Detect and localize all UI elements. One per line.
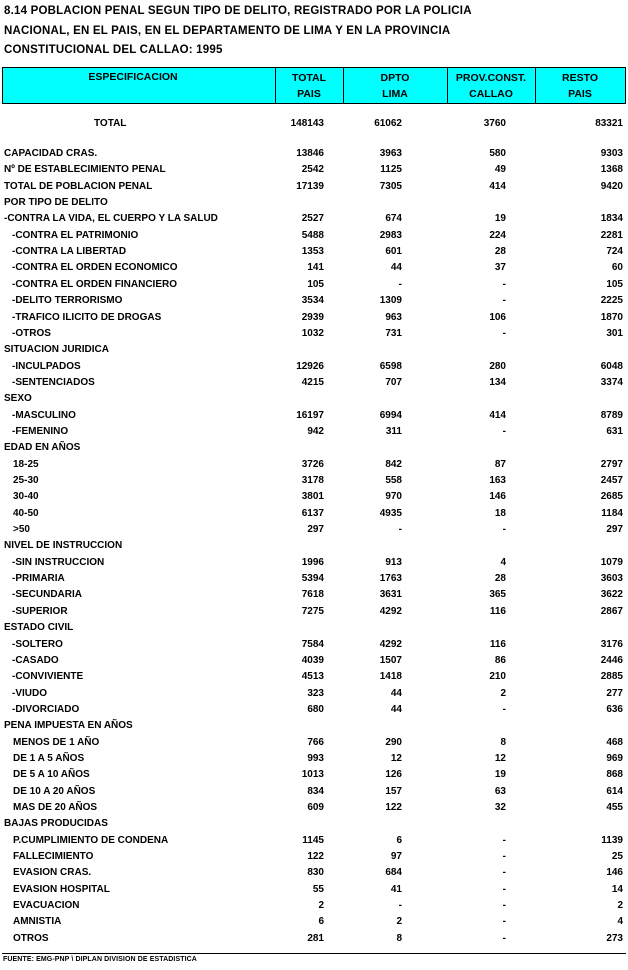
cell-prov-const-callao: 4 — [500, 556, 506, 568]
cell-total-pais: 5394 — [301, 573, 324, 585]
cell-prov-const-callao: 106 — [489, 311, 506, 323]
cell-resto-pais: 455 — [606, 802, 623, 813]
cell-total-pais: 609 — [307, 802, 324, 813]
title-line-3: CONSTITUCIONAL DEL CALLAO: 1995 — [4, 44, 223, 56]
table-row — [0, 359, 628, 375]
cell-dpto-lima: 6 — [396, 834, 402, 846]
cell-prov-const-callao: 146 — [489, 491, 506, 503]
table-row — [0, 833, 628, 849]
cell-dpto-lima: 674 — [385, 213, 402, 225]
row-label: 25-30 — [13, 475, 39, 486]
cell-prov-const-callao: 116 — [489, 605, 506, 617]
cell-dpto-lima: 4935 — [379, 507, 402, 519]
cell-dpto-lima: 41 — [390, 883, 402, 895]
header-prov-const-label: PROV.CONST. — [455, 71, 527, 84]
cell-total-pais: 3178 — [301, 475, 324, 486]
cell-dpto-lima: 12 — [390, 752, 402, 764]
table-row — [0, 473, 628, 489]
cell-dpto-lima: 3963 — [379, 148, 402, 159]
table-row — [0, 211, 628, 227]
cell-dpto-lima: 2983 — [379, 229, 402, 241]
cell-resto-pais: 724 — [606, 246, 623, 258]
header-pais-label: PAIS — [297, 87, 321, 100]
cell-total-pais: 2542 — [301, 164, 324, 176]
cell-prov-const-callao: 18 — [494, 507, 506, 519]
cell-resto-pais: 301 — [606, 327, 623, 339]
cell-total-pais: 4513 — [301, 671, 324, 683]
row-label: -SENTENCIADOS — [12, 376, 95, 388]
row-label: P.CUMPLIMIENTO DE CONDENA — [13, 834, 169, 846]
row-label: -TRAFICO ILICITO DE DROGAS — [12, 311, 162, 323]
cell-prov-const-callao: 32 — [494, 802, 506, 813]
row-label: -SIN INSTRUCCION — [12, 556, 105, 568]
cell-resto-pais: 2685 — [600, 491, 623, 503]
cell-resto-pais: 9420 — [600, 180, 623, 192]
row-label: ESTADO CIVIL — [4, 622, 74, 634]
cell-total-pais: 1353 — [301, 246, 324, 258]
table-row — [0, 751, 628, 767]
cell-total-pais: 834 — [307, 785, 324, 797]
title-line-1: 8.14 POBLACION PENAL SEGUN TIPO DE DELITO, REGISTRADO POR LA POLICIA — [4, 5, 472, 17]
table-row — [0, 800, 628, 816]
cell-prov-const-callao: 49 — [494, 164, 506, 176]
cell-resto-pais: 60 — [611, 262, 623, 274]
table-row — [0, 391, 628, 407]
cell-total-pais: 148143 — [290, 118, 324, 129]
cell-resto-pais: 631 — [606, 425, 623, 437]
cell-prov-const-callao: - — [502, 327, 506, 339]
table-row — [0, 653, 628, 669]
row-label: -DIVORCIADO — [12, 703, 80, 715]
cell-prov-const-callao: - — [502, 278, 506, 290]
cell-prov-const-callao: 87 — [494, 458, 506, 470]
cell-resto-pais: 3603 — [600, 573, 623, 585]
table-row — [0, 457, 628, 473]
row-label: FALLECIMIENTO — [13, 851, 94, 863]
table-row — [0, 310, 628, 326]
cell-prov-const-callao: 580 — [489, 148, 506, 159]
cell-prov-const-callao: 28 — [494, 573, 506, 585]
cell-dpto-lima: 6994 — [379, 409, 402, 421]
table-row — [0, 489, 628, 505]
cell-prov-const-callao: - — [502, 295, 506, 307]
cell-dpto-lima: 3631 — [379, 589, 402, 601]
row-label: NIVEL DE INSTRUCCION — [4, 540, 123, 552]
table-row — [0, 522, 628, 538]
cell-total-pais: 105 — [307, 278, 324, 290]
cell-dpto-lima: 61062 — [374, 118, 402, 129]
row-label: -SUPERIOR — [12, 605, 68, 617]
cell-total-pais: 1996 — [301, 556, 324, 568]
cell-total-pais: 2527 — [301, 213, 324, 225]
cell-resto-pais: 1834 — [600, 213, 623, 225]
cell-resto-pais: 6048 — [600, 360, 623, 372]
total-row — [0, 116, 628, 132]
cell-total-pais: 12926 — [296, 360, 324, 372]
table-row — [0, 277, 628, 293]
table-row — [0, 898, 628, 914]
cell-dpto-lima: - — [398, 278, 402, 290]
cell-prov-const-callao: - — [502, 425, 506, 437]
row-label: -OTROS — [12, 327, 51, 339]
cell-dpto-lima: 1309 — [379, 295, 402, 307]
cell-dpto-lima: 601 — [385, 246, 402, 258]
table-header — [2, 67, 626, 104]
row-label: -SOLTERO — [12, 638, 63, 650]
cell-resto-pais: 2867 — [600, 605, 623, 617]
table-row — [0, 506, 628, 522]
cell-total-pais: 993 — [307, 752, 324, 764]
table-row — [0, 424, 628, 440]
cell-prov-const-callao: 280 — [489, 360, 506, 372]
cell-prov-const-callao: 2 — [500, 687, 506, 699]
cell-resto-pais: 2281 — [600, 229, 623, 241]
cell-prov-const-callao: 210 — [489, 671, 506, 683]
table-row — [0, 767, 628, 783]
cell-dpto-lima: 707 — [385, 376, 402, 388]
cell-total-pais: 1145 — [302, 834, 324, 846]
cell-resto-pais: 1139 — [601, 834, 623, 846]
cell-dpto-lima: - — [398, 524, 402, 536]
table-row — [0, 718, 628, 734]
cell-dpto-lima: 97 — [390, 851, 402, 863]
cell-total-pais: 7584 — [301, 638, 324, 650]
table-row — [0, 293, 628, 309]
cell-prov-const-callao: 19 — [494, 213, 506, 225]
table-row — [0, 228, 628, 244]
table-row — [0, 865, 628, 881]
cell-prov-const-callao: 86 — [494, 654, 506, 666]
cell-resto-pais: 1870 — [600, 311, 623, 323]
cell-resto-pais: 25 — [611, 851, 623, 863]
cell-dpto-lima: 842 — [385, 458, 402, 470]
row-label: -INCULPADOS — [12, 360, 81, 372]
cell-resto-pais: 868 — [606, 769, 623, 781]
cell-total-pais: 55 — [312, 883, 324, 895]
cell-total-pais: 3534 — [301, 295, 324, 307]
table-row — [0, 195, 628, 211]
cell-total-pais: 6137 — [301, 507, 324, 519]
cell-prov-const-callao: 12 — [494, 752, 506, 764]
table-row — [0, 179, 628, 195]
cell-total-pais: 7275 — [301, 605, 324, 617]
table-row — [0, 604, 628, 620]
table-row — [0, 882, 628, 898]
cell-total-pais: 141 — [307, 262, 324, 274]
cell-resto-pais: 2225 — [600, 295, 623, 307]
row-label: DE 1 A 5 AÑOS — [13, 752, 85, 764]
cell-dpto-lima: 2 — [396, 916, 402, 928]
header-lima-label: LIMA — [382, 87, 408, 100]
header-callao-label: CALLAO — [469, 87, 513, 100]
cell-total-pais: 2939 — [301, 311, 324, 323]
cell-total-pais: 680 — [307, 703, 324, 715]
cell-resto-pais: 2457 — [600, 475, 623, 486]
table-row — [0, 702, 628, 718]
row-label: AMNISTIA — [13, 916, 62, 928]
row-label: 40-50 — [13, 507, 39, 519]
cell-resto-pais: 14 — [611, 883, 623, 895]
table-row — [0, 669, 628, 685]
cell-dpto-lima: 963 — [385, 311, 402, 323]
cell-resto-pais: 3176 — [600, 638, 623, 650]
table-row — [0, 538, 628, 554]
cell-resto-pais: 468 — [606, 736, 623, 748]
table-row — [0, 816, 628, 832]
header-especificacion-label: ESPECIFICACION — [88, 71, 178, 83]
cell-dpto-lima: 6598 — [379, 360, 402, 372]
cell-prov-const-callao: - — [502, 900, 506, 912]
row-label: -PRIMARIA — [12, 573, 65, 585]
header-dpto-lima — [343, 68, 447, 103]
cell-resto-pais: 2 — [617, 900, 623, 912]
cell-prov-const-callao: 37 — [494, 262, 506, 274]
cell-total-pais: 1013 — [301, 769, 324, 781]
cell-dpto-lima: 558 — [385, 475, 402, 486]
cell-resto-pais: 1368 — [600, 164, 623, 176]
cell-resto-pais: 4 — [617, 916, 623, 928]
row-label: -CONTRA EL PATRIMONIO — [12, 229, 139, 241]
row-label: TOTAL — [94, 118, 127, 129]
cell-prov-const-callao: 414 — [489, 409, 506, 421]
row-label: Nº DE ESTABLECIMIENTO PENAL — [4, 164, 166, 176]
cell-resto-pais: 277 — [606, 687, 623, 699]
row-label: EDAD EN AÑOS — [4, 442, 81, 454]
cell-dpto-lima: 1418 — [379, 671, 402, 683]
table-row — [0, 637, 628, 653]
row-label: EVACUACION — [13, 900, 80, 912]
table-row — [0, 260, 628, 276]
table-row — [0, 244, 628, 260]
cell-prov-const-callao: 365 — [489, 589, 506, 601]
cell-prov-const-callao: 414 — [489, 180, 506, 192]
cell-dpto-lima: 913 — [385, 556, 402, 568]
table-row — [0, 784, 628, 800]
table-row — [0, 735, 628, 751]
table-row — [0, 162, 628, 178]
cell-resto-pais: 614 — [606, 785, 623, 797]
row-label: -CASADO — [12, 654, 59, 666]
row-label: SEXO — [4, 393, 32, 405]
row-label: MENOS DE 1 AÑO — [13, 736, 100, 748]
cell-prov-const-callao: 224 — [489, 229, 506, 241]
row-label: -CONTRA EL ORDEN ECONOMICO — [12, 262, 178, 274]
header-total-label: TOTAL — [291, 71, 327, 84]
table-row — [0, 146, 628, 162]
table-row — [0, 440, 628, 456]
table-row — [0, 375, 628, 391]
row-label: POR TIPO DE DELITO — [4, 197, 108, 209]
cell-dpto-lima: 970 — [385, 491, 402, 503]
row-label: TOTAL DE POBLACION PENAL — [4, 180, 153, 192]
cell-prov-const-callao: - — [502, 867, 506, 879]
row-label: CAPACIDAD CRAS. — [4, 148, 98, 159]
table-row — [0, 587, 628, 603]
cell-dpto-lima: 44 — [390, 703, 402, 715]
cell-prov-const-callao: - — [502, 932, 506, 944]
cell-resto-pais: 3622 — [600, 589, 623, 601]
row-label: -CONTRA EL ORDEN FINANCIERO — [12, 278, 177, 290]
header-dpto-label: DPTO — [380, 71, 410, 84]
cell-total-pais: 2 — [318, 900, 324, 912]
cell-resto-pais: 83321 — [595, 118, 623, 129]
header-especificacion — [3, 68, 263, 103]
cell-prov-const-callao: - — [502, 524, 506, 536]
cell-prov-const-callao: 8 — [500, 736, 506, 748]
table-row — [0, 931, 628, 947]
cell-total-pais: 5488 — [301, 229, 324, 241]
row-label: EVASION CRAS. — [13, 867, 92, 879]
source-note: FUENTE: EMG-PNP \ DIPLAN DIVISION DE ESTADISTICA — [3, 956, 197, 963]
cell-total-pais: 1032 — [301, 327, 324, 339]
cell-dpto-lima: 1763 — [379, 573, 402, 585]
cell-total-pais: 323 — [307, 687, 324, 699]
cell-dpto-lima: 1507 — [379, 654, 402, 666]
row-label: BAJAS PRODUCIDAS — [4, 818, 108, 830]
cell-prov-const-callao: 116 — [489, 638, 506, 650]
cell-resto-pais: 297 — [606, 524, 623, 536]
cell-total-pais: 6 — [318, 916, 324, 928]
cell-resto-pais: 2446 — [600, 654, 623, 666]
cell-dpto-lima: - — [398, 900, 402, 912]
cell-prov-const-callao: - — [502, 834, 506, 846]
cell-total-pais: 4039 — [301, 654, 324, 666]
cell-total-pais: 122 — [307, 851, 324, 863]
cell-dpto-lima: 7305 — [379, 180, 402, 192]
cell-prov-const-callao: 3760 — [483, 118, 506, 129]
table-row — [0, 914, 628, 930]
bottom-rule — [2, 953, 626, 954]
cell-resto-pais: 1184 — [601, 507, 623, 519]
cell-dpto-lima: 157 — [385, 785, 402, 797]
cell-total-pais: 16197 — [296, 409, 324, 421]
row-label: -CONTRA LA LIBERTAD — [12, 246, 127, 258]
cell-total-pais: 13846 — [296, 148, 324, 159]
row-label: -VIUDO — [12, 687, 47, 699]
cell-prov-const-callao: 28 — [494, 246, 506, 258]
row-label: PENA IMPUESTA EN AÑOS — [4, 720, 133, 732]
row-label: -CONTRA LA VIDA, EL CUERPO Y LA SALUD — [4, 213, 218, 225]
cell-dpto-lima: 290 — [385, 736, 402, 748]
cell-dpto-lima: 8 — [396, 932, 402, 944]
cell-resto-pais: 146 — [606, 867, 623, 879]
cell-total-pais: 7618 — [301, 589, 324, 601]
cell-prov-const-callao: 134 — [489, 376, 506, 388]
table-row — [0, 555, 628, 571]
cell-dpto-lima: 126 — [385, 769, 402, 781]
row-label: 30-40 — [13, 491, 39, 503]
cell-dpto-lima: 4292 — [379, 605, 402, 617]
cell-resto-pais: 2797 — [600, 458, 623, 470]
header-resto-pais-label: PAIS — [568, 87, 592, 100]
cell-dpto-lima: 311 — [385, 425, 402, 437]
cell-resto-pais: 969 — [606, 752, 623, 764]
cell-dpto-lima: 44 — [390, 262, 402, 274]
header-prov-const-callao — [447, 68, 535, 103]
cell-resto-pais: 3374 — [600, 376, 623, 388]
cell-total-pais: 3801 — [301, 491, 324, 503]
row-label: SITUACION JURIDICA — [4, 344, 110, 356]
header-resto-label: RESTO — [562, 71, 598, 84]
cell-resto-pais: 8789 — [600, 409, 623, 421]
cell-resto-pais: 273 — [606, 932, 623, 944]
cell-resto-pais: 105 — [606, 278, 623, 290]
row-label: DE 5 A 10 AÑOS — [13, 769, 90, 781]
cell-dpto-lima: 4292 — [379, 638, 402, 650]
row-label: DE 10 A 20 AÑOS — [13, 785, 96, 797]
table-row — [0, 849, 628, 865]
row-label: >50 — [13, 524, 30, 536]
cell-prov-const-callao: - — [502, 916, 506, 928]
cell-dpto-lima: 122 — [385, 802, 402, 813]
table-row — [0, 408, 628, 424]
cell-dpto-lima: 1125 — [380, 164, 402, 176]
cell-prov-const-callao: 163 — [489, 475, 506, 486]
table-row — [0, 686, 628, 702]
cell-total-pais: 281 — [307, 932, 324, 944]
cell-total-pais: 297 — [307, 524, 324, 536]
row-label: -MASCULINO — [12, 409, 76, 421]
table-row — [0, 620, 628, 636]
table-row — [0, 571, 628, 587]
header-resto-pais — [535, 68, 625, 103]
cell-total-pais: 830 — [307, 867, 324, 879]
cell-resto-pais: 636 — [606, 703, 623, 715]
cell-total-pais: 942 — [307, 425, 324, 437]
cell-prov-const-callao: - — [502, 703, 506, 715]
cell-resto-pais: 9303 — [600, 148, 623, 159]
row-label: OTROS — [13, 932, 49, 944]
cell-total-pais: 766 — [307, 736, 324, 748]
row-label: -DELITO TERRORISMO — [12, 295, 123, 307]
row-label: EVASION HOSPITAL — [13, 883, 110, 895]
cell-resto-pais: 1079 — [600, 556, 623, 568]
cell-total-pais: 3726 — [301, 458, 324, 470]
cell-total-pais: 4215 — [301, 376, 324, 388]
row-label: -SECUNDARIA — [12, 589, 82, 601]
table-row — [0, 326, 628, 342]
row-label: -CONVIVIENTE — [12, 671, 84, 683]
cell-dpto-lima: 44 — [390, 687, 402, 699]
cell-total-pais: 17139 — [296, 180, 324, 192]
cell-prov-const-callao: 19 — [494, 769, 506, 781]
header-total-pais — [275, 68, 343, 103]
cell-resto-pais: 2885 — [600, 671, 623, 683]
cell-prov-const-callao: - — [502, 883, 506, 895]
cell-dpto-lima: 731 — [385, 327, 402, 339]
row-label: MAS DE 20 AÑOS — [13, 802, 98, 813]
cell-prov-const-callao: 63 — [494, 785, 506, 797]
title-line-2: NACIONAL, EN EL PAIS, EN EL DEPARTAMENTO DE LIMA Y EN LA PROVINCIA — [4, 24, 451, 37]
table-row — [0, 342, 628, 358]
row-label: 18-25 — [13, 458, 39, 470]
cell-prov-const-callao: - — [502, 851, 506, 863]
row-label: -FEMENINO — [12, 425, 69, 437]
cell-dpto-lima: 684 — [385, 867, 402, 879]
table-title — [4, 2, 604, 61]
